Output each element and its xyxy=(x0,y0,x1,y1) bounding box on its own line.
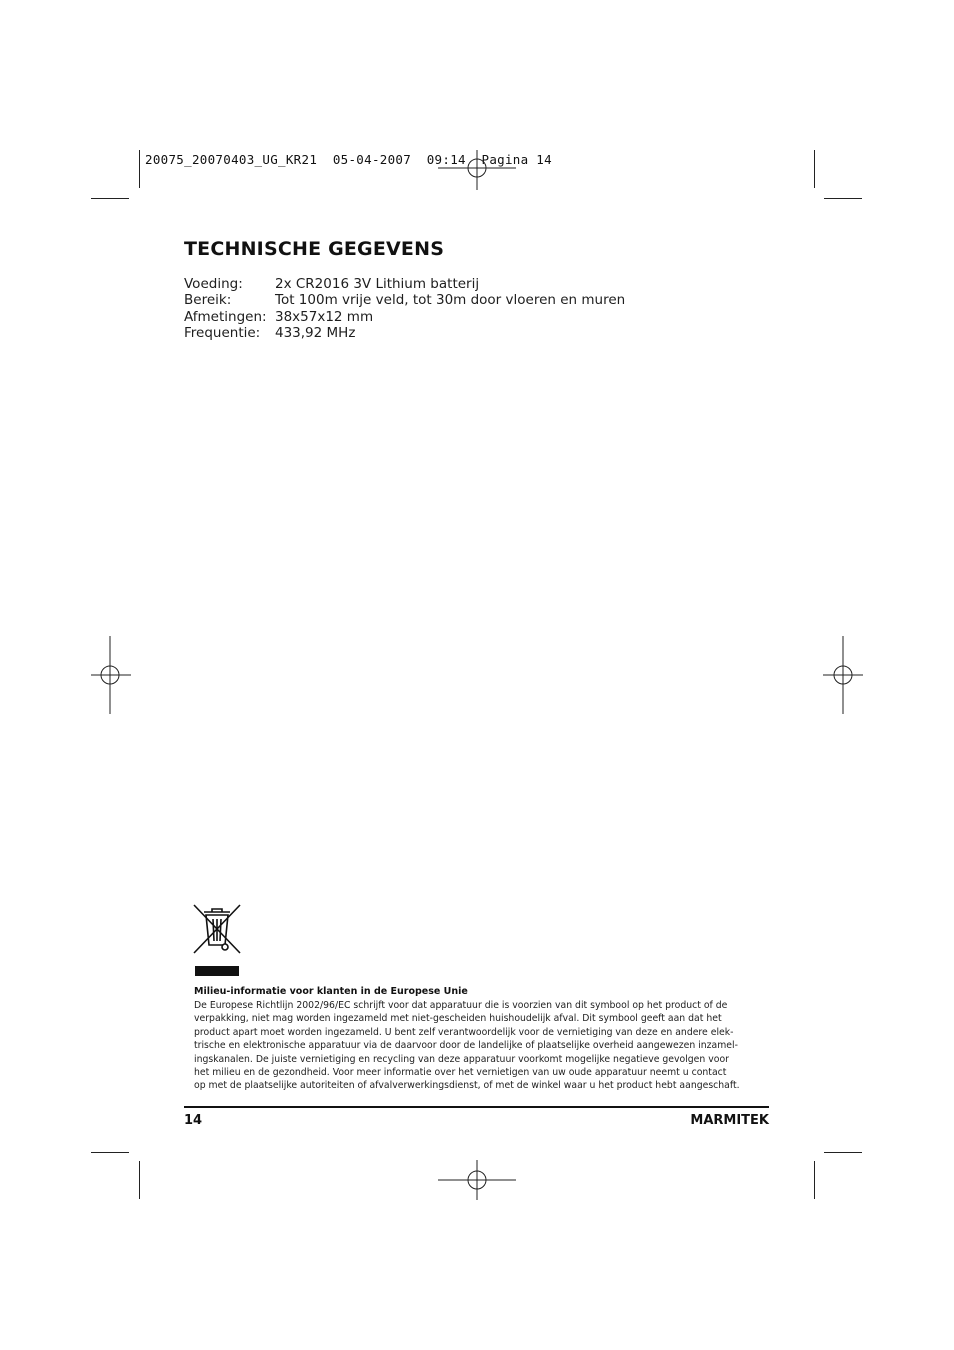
environment-heading: Milieu-informatie voor klanten in de Europese Unie xyxy=(194,986,468,997)
spec-row-bereik xyxy=(184,292,625,308)
spec-row-afmetingen xyxy=(184,309,625,325)
spec-label: Afmetingen: xyxy=(184,308,267,325)
environment-text-line: op met de plaatselijke autoriteiten of afvalverwerkingsdienst, of met de winkel waar u het product hebt aangeschaft. xyxy=(194,1080,740,1092)
footer-divider xyxy=(184,1106,769,1108)
environment-text-line: verpakking, niet mag worden ingezameld met niet-gescheiden huishoudelijk afval. Dit symbool geeft aan dat het xyxy=(194,1013,722,1025)
spec-value: 2x CR2016 3V Lithium batterij xyxy=(275,276,480,292)
spec-row-voeding xyxy=(184,276,625,292)
registration-mark-icon xyxy=(91,636,131,714)
spec-value: 433,92 MHz xyxy=(275,324,356,341)
environment-text-line: trische en elektronische apparatuur via de daarvoor door de landelijke of plaatselijke overheid aangewezen inzamel- xyxy=(194,1040,738,1052)
crop-mark xyxy=(814,150,815,188)
brand-name: MARMITEK xyxy=(690,1113,769,1128)
environment-text-line: product apart moet worden ingezameld. U bent zelf verantwoordelijk voor de vernietiging van deze en andere elek- xyxy=(194,1026,734,1038)
environment-text-line: ingskanalen. De juiste vernietiging en recycling van deze apparatuur voorkomt mogelijke negatieve gevolgen voor xyxy=(194,1053,729,1065)
spec-list xyxy=(184,276,625,341)
environment-text xyxy=(194,999,769,1093)
environment-text-line: het milieu en de gezondheid. Voor meer informatie over het vernietigen van uw oude apparatuur neemt u contact xyxy=(194,1067,727,1079)
page-number: 14 xyxy=(184,1113,203,1128)
registration-mark-icon xyxy=(823,636,863,714)
spec-row-frequentie xyxy=(184,325,625,341)
crop-mark xyxy=(814,1161,815,1199)
registration-mark-icon xyxy=(438,1160,516,1200)
spec-value: Tot 100m vrije veld, tot 30m door vloeren en muren xyxy=(275,292,626,309)
crop-mark xyxy=(824,198,862,199)
spec-label: Frequentie: xyxy=(184,324,261,341)
crop-mark xyxy=(91,1152,129,1153)
crop-mark xyxy=(139,1161,140,1199)
page-title: TECHNISCHE GEGEVENS xyxy=(184,238,445,260)
print-slug-line: 20075_20070403_UG_KR21 05-04-2007 09:14 Pagina 14 xyxy=(145,152,552,167)
crop-mark xyxy=(139,150,140,188)
spec-value: 38x57x12 mm xyxy=(275,308,374,325)
environment-text-line: De Europese Richtlijn 2002/96/EC schrijft voor dat apparatuur die is voorzien van dit symbool op het product of de xyxy=(194,1000,728,1011)
crossed-out-wheelie-bin-icon xyxy=(192,903,242,977)
spec-label: Bereik: xyxy=(184,292,232,309)
crop-mark xyxy=(91,198,129,199)
spec-label: Voeding: xyxy=(184,276,243,292)
crop-mark xyxy=(824,1152,862,1153)
registration-mark-icon xyxy=(438,150,516,190)
